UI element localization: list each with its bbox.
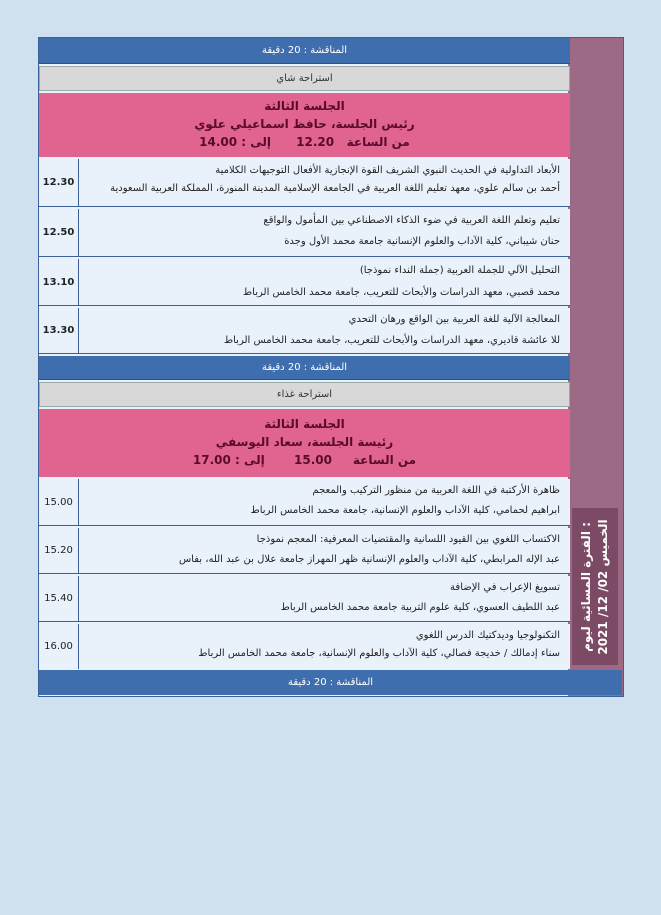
evening-label-line1: الفترة المسائية ليوم : [579, 521, 593, 652]
discussion-bar [39, 356, 570, 380]
time-from: 15.00 [294, 453, 332, 467]
talk-time: 13.10 [39, 259, 79, 305]
talk-row [39, 159, 570, 207]
talk-row [39, 624, 570, 669]
session-time [39, 133, 570, 151]
session-header [39, 93, 570, 157]
talk-row [39, 209, 570, 257]
time-from-label: من الساعة [346, 135, 410, 149]
side-column [568, 38, 623, 696]
session-chair: رئيس الجلسة، حافظ اسماعيلي علوي [194, 117, 415, 131]
session-header [39, 409, 570, 477]
talk-author: أحمد بن سالم علوي، معهد تعليم اللغة العربية في الجامعة الإسلامية المدينة المنورة، المملكة العربية السعودية [110, 183, 560, 194]
time-to-label: إلى : [241, 135, 272, 149]
talk-author: حنان شيباني، كلية الآداب والعلوم الإنسانية جامعة محمد الأول وجدة [284, 236, 560, 247]
time-to: 17.00 [192, 453, 231, 467]
talk-row [39, 479, 570, 526]
talk-time: 15.00 [39, 479, 79, 525]
session-title: الجلسة الثالثة [264, 99, 345, 113]
discussion-bar [39, 670, 622, 695]
discussion-label: المناقشة : 20 دقيقة [287, 677, 374, 688]
talk-time: 15.20 [39, 528, 79, 573]
talk-time: 16.00 [39, 624, 79, 669]
discussion-bar [39, 38, 570, 64]
tea-break-bar [39, 66, 570, 91]
talk-title: التكنولوجيا وديدكتيك الدرس اللغوي [415, 630, 560, 641]
talk-time: 12.30 [39, 159, 79, 206]
session-title: الجلسة الثالثة [264, 417, 345, 431]
session-time [39, 451, 570, 469]
talk-time: 13.30 [39, 308, 79, 353]
time-to: 14.00 [199, 135, 238, 149]
talk-row [39, 576, 570, 622]
talk-title: تعليم وتعلم اللغة العربية في ضوء الذكاء الاصطناعي بين المأمول والواقع [263, 215, 560, 226]
talk-author: ابراهيم لحمامي، كلية الآداب والعلوم الإنسانية، جامعة محمد الخامس الرباط [250, 505, 560, 516]
talk-time: 15.40 [39, 576, 79, 621]
evening-label [578, 519, 612, 654]
talk-title: الاكتساب اللغوي بين القيود اللسانية والمقتضيات المعرفية: المعجم نموذجا [256, 534, 560, 545]
discussion-label: المناقشة : 20 دقيقة [261, 362, 348, 373]
talk-title: المعالجة الآلية للغة العربية بين الواقع ورهان التحدي [348, 314, 560, 325]
lunch-break-label: استراحة غذاء [276, 389, 333, 400]
talk-title: تسويغ الإعراب في الإضافة [450, 582, 560, 593]
talk-row [39, 259, 570, 306]
evening-label-line2: الخميس 02/ 12/ 2021 [596, 518, 610, 655]
session-chair: رئيسة الجلسة، سعاد اليوسفي [215, 435, 394, 449]
talk-time: 12.50 [39, 209, 79, 256]
talk-row [39, 528, 570, 574]
evening-label-box [572, 508, 618, 665]
talk-author: عبد الإله المرابطي، كلية الآداب والعلوم الإنسانية ظهر المهراز جامعة علال بن عبد الله، بفاس [178, 554, 560, 565]
program-table [38, 37, 624, 697]
talk-title: ظاهرة الأركتبة في اللغة العربية من منظور التركيب والمعجم [312, 485, 560, 496]
talk-author: سناء إدمالك / خديجة فصالي، كلية الآداب والعلوم الإنسانية، جامعة محمد الخامس الرباط [198, 648, 560, 659]
discussion-label: المناقشة : 20 دقيقة [261, 45, 348, 56]
time-from: 12.20 [296, 135, 335, 149]
lunch-break-bar [39, 382, 570, 407]
talk-author: للا عائشة قاديري، معهد الدراسات والأبحاث للتعريب، جامعة محمد الخامس الرباط [223, 335, 560, 346]
talk-row [39, 308, 570, 354]
talk-author: عبد اللطيف العسوي، كلية علوم التربية جامعة محمد الخامس الرباط [280, 602, 560, 613]
talk-title: التحليل الآلي للجملة العربية (جملة النداء نموذجا) [359, 265, 560, 276]
time-from-label: من الساعة [352, 453, 417, 467]
time-to-label: إلى : [235, 453, 265, 467]
tea-break-label: استراحة شاي [276, 73, 333, 84]
talk-author: محمد قصبي، معهد الدراسات والأبحاث للتعريب، جامعة محمد الخامس الرباط [242, 287, 560, 298]
talk-title: الأبعاد التداولية في الحديث النبوي الشريف القوة الإنجازية الأفعال التوجيهات الكلامية [215, 165, 560, 176]
